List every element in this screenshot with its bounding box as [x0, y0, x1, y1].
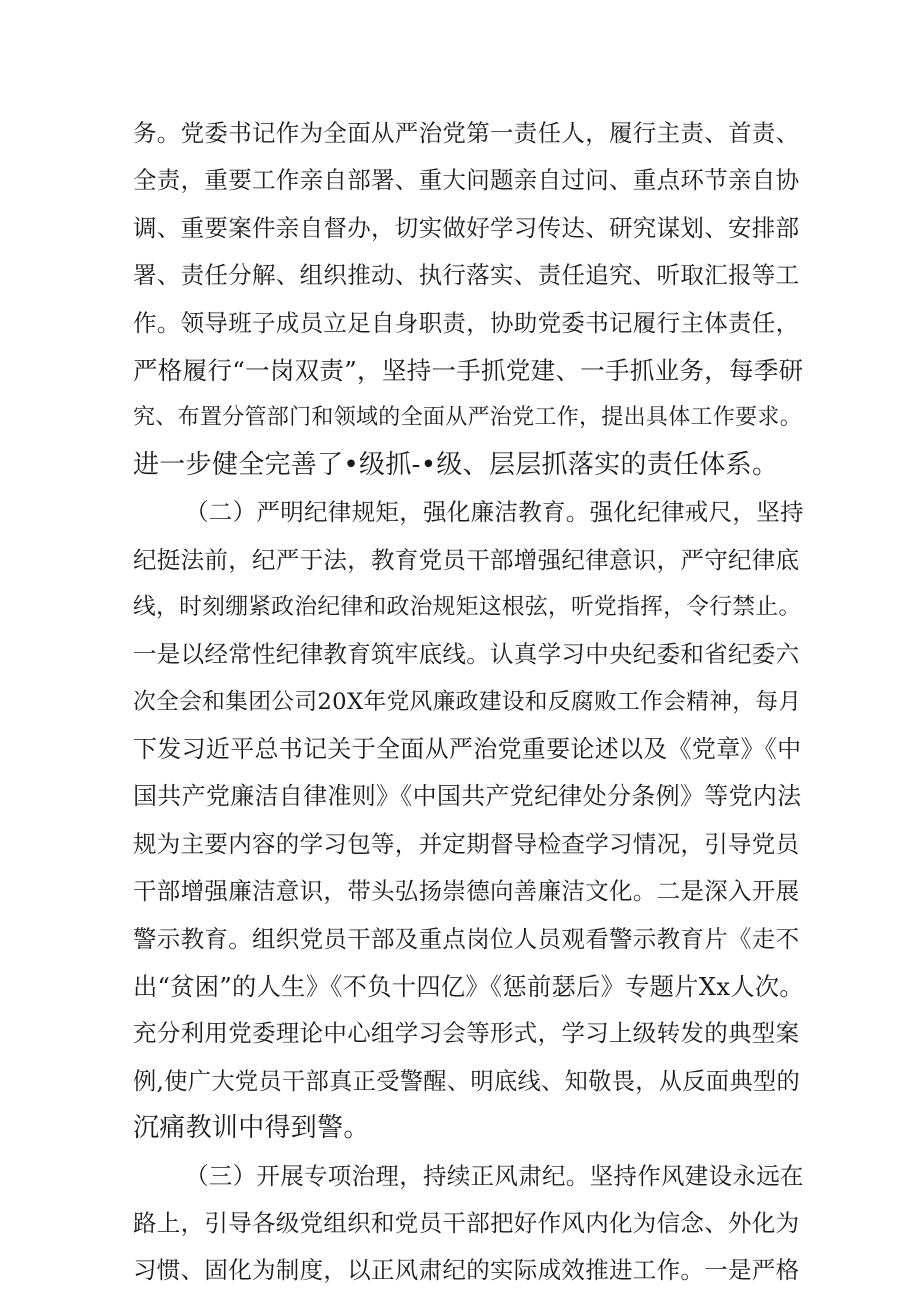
- section-heading-line: （三）开展专项治理，持续正风肃纪。坚持作风建设永远在: [185, 1161, 804, 1190]
- text-line: 充分利用党委理论中心组学习会等形式，学习上级转发的典型案: [133, 1019, 800, 1048]
- text-line: 沉痛教训中得到警。: [133, 1113, 370, 1144]
- section-heading-line: （二）严明纪律规矩，强化廉洁教育。强化纪律戒尺，坚持: [185, 498, 804, 527]
- text-line: 一是以经常性纪律教育筑牢底线。认真学习中央纪委和省纪委六: [133, 640, 800, 669]
- text-line: 路上，引导各级党组织和党员干部把好作风内化为信念、外化为: [133, 1208, 800, 1237]
- text-line: 纪挺法前，纪严于法，教育党员干部增强纪律意识，严守纪律底: [133, 545, 800, 574]
- text-line: 出“贫困”的人生》《不负十四亿》《惩前瑟后》专题片Xx人次。: [133, 972, 804, 1002]
- text-line: 次全会和集团公司20X年党风廉政建设和反腐败工作会精神，每月: [133, 688, 802, 715]
- text-line: 例,使广大党员干部真正受警醒、明底线、知敬畏，从反面典型的: [133, 1067, 801, 1095]
- text-line: 干部增强廉洁意识，带头弘扬崇德向善廉洁文化。二是深入开展: [133, 877, 800, 906]
- text-line: 进一步健全完善了•级抓-•级、层层抓落实的责任体系。: [133, 449, 779, 480]
- text-line: 究、布置分管部门和领域的全面从严治党工作，提出具体工作要求。: [133, 405, 803, 431]
- text-line: 作。领导班子成员立足自身职责，协助党委书记履行主体责任，: [133, 308, 800, 337]
- text-line: 线，时刻绷紧政治纪律和政治规矩这根弦，听党指挥，令行禁止。: [133, 593, 802, 620]
- text-line: 习惯、固化为制度，以正风肃纪的实际成效推进工作。一是严格: [133, 1256, 800, 1285]
- text-line: 全责，重要工作亲自部署、重大问题亲自过问、重点环节亲自协: [133, 166, 800, 195]
- text-line: 严格履行“一岗双责”，坚持一手抓党建、一手抓业务，每季研: [133, 355, 804, 385]
- document-body: [133, 110, 805, 1295]
- text-line: 下发习近平总书记关于全面从严治党重要论述以及《党章》《中: [133, 735, 802, 764]
- text-line: 规为主要内容的学习包等，并定期督导检查学习情况，引导党员: [133, 829, 800, 858]
- text-line: 署、责任分解、组织推动、执行落实、责任追究、听取汇报等工: [133, 261, 800, 290]
- text-line: 警示教育。组织党员干部及重点岗位人员观看警示教育片《走不: [133, 924, 800, 953]
- text-line: 务。党委书记作为全面从严治党第一责任人，履行主责、首责、: [133, 119, 800, 147]
- text-line: 国共产党廉洁自律准则》《中国共产党纪律处分条例》等党内法: [133, 782, 802, 811]
- text-line: 调、重要案件亲自督办，切实做好学习传达、研究谋划、安排部: [133, 213, 800, 242]
